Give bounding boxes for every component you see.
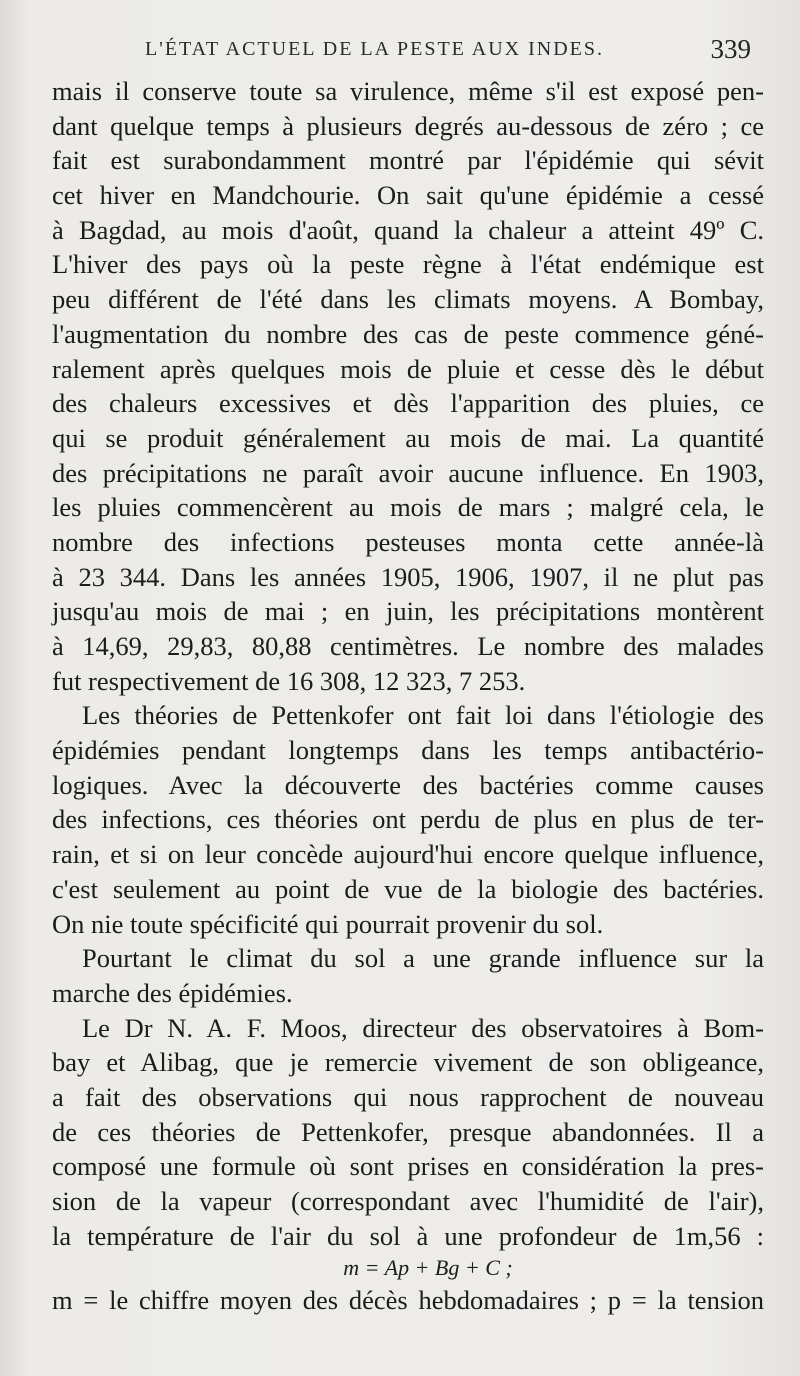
text-line: composé une formule où sont prises en considération la pres- xyxy=(52,1151,764,1182)
text-line: la température de l'air du sol à une profondeur de 1m,56 : xyxy=(52,1220,764,1251)
text-line: à Bagdad, au mois d'août, quand la chaleur a atteint 49º C. xyxy=(52,214,764,245)
text-line: m = le chiffre moyen des décès hebdomadaires ; p = la tension xyxy=(52,1285,764,1316)
text-line: fait est surabondamment montré par l'épidémie qui sévit xyxy=(52,145,764,176)
text-line: sion de la vapeur (correspondant avec l'humidité de l'air), xyxy=(52,1186,764,1216)
text-line: ralement après quelques mois de pluie et cesse dès le début xyxy=(52,353,764,384)
text-line: Les théories de Pettenkofer ont fait loi dans l'étiologie des xyxy=(82,700,764,731)
text-line: peu différent de l'été dans les climats moyens. A Bombay, xyxy=(52,284,764,315)
text-line: Pourtant le climat du sol a une grande influence sur la xyxy=(82,943,764,974)
text-line: l'augmentation du nombre des cas de peste commence géné- xyxy=(52,318,764,349)
text-line: a fait des observations qui nous rapprochent de nouveau xyxy=(52,1081,764,1112)
text-line: les pluies commencèrent au mois de mars ; malgré cela, le xyxy=(52,492,764,523)
text-line: à 14,69, 29,83, 80,88 centimètres. Le nombre des malades xyxy=(52,631,764,661)
text-line: dant quelque temps à plusieurs degrés au-dessous de zéro ; ce xyxy=(52,110,764,141)
text-line: mais il conserve toute sa virulence, même s'il est exposé pen- xyxy=(52,76,764,106)
page-header xyxy=(60,34,765,74)
text-line: nombre des infections pesteuses monta cette année-là xyxy=(52,526,764,557)
text-line: de ces théories de Pettenkofer, presque abandonnées. Il a xyxy=(52,1116,764,1147)
body-text xyxy=(52,74,764,1318)
formula-line: m = Ap + Bg + C ; xyxy=(343,1255,513,1281)
running-head: L'ÉTAT ACTUEL DE LA PESTE AUX INDES. xyxy=(145,38,604,60)
text-line: cet hiver en Mandchourie. On sait qu'une épidémie a cessé xyxy=(52,180,764,211)
page-number: 339 xyxy=(710,34,751,64)
text-line: logiques. Avec la découverte des bactéries comme causes xyxy=(52,769,764,800)
text-line: à 23 344. Dans les années 1905, 1906, 1907, il ne plut pas xyxy=(52,561,764,592)
text-line: jusqu'au mois de mai ; en juin, les précipitations montèrent xyxy=(52,596,764,627)
text-line: L'hiver des pays où la peste règne à l'état endémique est xyxy=(52,249,764,280)
text-line: qui se produit généralement au mois de mai. La quantité xyxy=(52,422,764,453)
text-line: des infections, ces théories ont perdu de plus en plus de ter- xyxy=(52,804,764,835)
text-line: des chaleurs excessives et dès l'apparition des pluies, ce xyxy=(52,388,764,419)
text-line: rain, et si on leur concède aujourd'hui encore quelque influence, xyxy=(52,839,764,870)
text-line: bay et Alibag, que je remercie vivement de son obligeance, xyxy=(52,1047,764,1078)
text-line: c'est seulement au point de vue de la biologie des bactéries. xyxy=(52,873,764,904)
text-line: On nie toute spécificité qui pourrait provenir du sol. xyxy=(52,908,604,939)
text-line: fut respectivement de 16 308, 12 323, 7 253. xyxy=(52,665,526,696)
text-line: Le Dr N. A. F. Moos, directeur des observatoires à Bom- xyxy=(82,1012,764,1043)
text-line: marche des épidémies. xyxy=(52,977,293,1008)
text-line: épidémies pendant longtemps dans les temps antibactério- xyxy=(52,735,764,766)
text-line: des précipitations ne paraît avoir aucune influence. En 1903, xyxy=(52,457,764,488)
